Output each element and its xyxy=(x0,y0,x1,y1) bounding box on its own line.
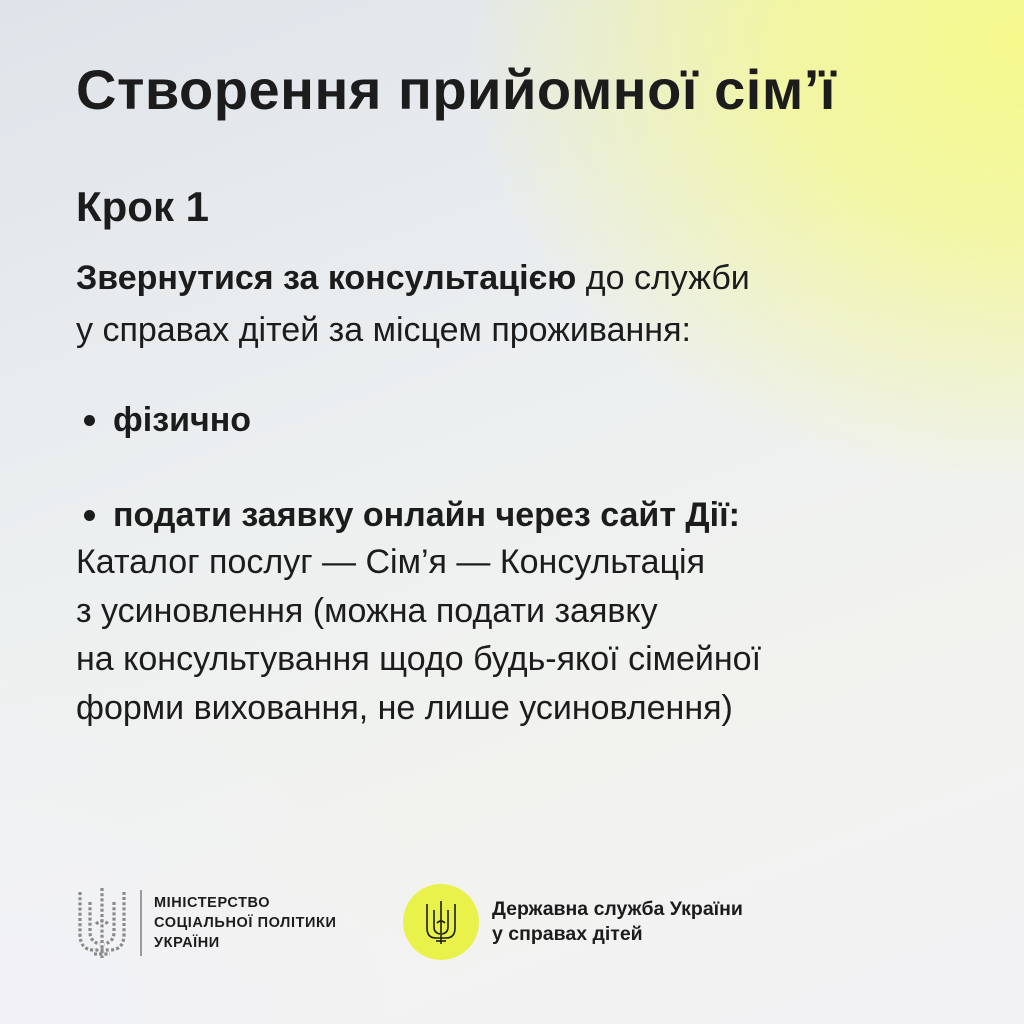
bullet-dot-icon xyxy=(84,415,95,426)
bullet-item-physical xyxy=(80,394,251,446)
bullet-label: подати заявку онлайн через сайт Дії: xyxy=(113,496,740,534)
ministry-line: МІНІСТЕРСТВО xyxy=(154,895,271,911)
page-title: Створення прийомної сім’ї xyxy=(76,58,837,121)
step-heading: Крок 1 xyxy=(76,183,209,230)
tryzub-icon xyxy=(76,884,128,962)
service-name xyxy=(492,897,743,947)
details-line: форми виховання, не лише усиновлення) xyxy=(76,688,733,727)
service-line: Державна служба України xyxy=(492,898,743,920)
details-line: Каталог послуг — Сім’я — Консультація xyxy=(76,543,706,581)
details-line: з усиновлення (можна подати заявку xyxy=(76,591,658,630)
details-line: на консультування щодо будь-якої сімейної xyxy=(76,640,762,678)
logo-divider xyxy=(140,890,142,956)
intro-text xyxy=(76,252,976,356)
bullet-dot-icon xyxy=(84,510,95,521)
intro-bold: Звернутися за консультацією xyxy=(76,259,577,297)
children-service-logo xyxy=(403,884,743,960)
service-line: у справах дітей xyxy=(492,923,643,945)
details-text xyxy=(76,538,996,732)
intro-line-2: у справах дітей за місцем проживання: xyxy=(76,311,691,349)
ministry-name xyxy=(154,893,337,953)
ministry-logo xyxy=(76,884,337,962)
ministry-line: СОЦІАЛЬНОЇ ПОЛІТИКИ xyxy=(154,915,337,931)
intro-rest: до служби xyxy=(576,259,750,297)
bullet-item-online xyxy=(80,489,740,541)
bullet-label: фізично xyxy=(113,401,252,439)
tryzub-circle-icon xyxy=(403,884,479,960)
ministry-line: УКРАЇНИ xyxy=(154,935,220,951)
